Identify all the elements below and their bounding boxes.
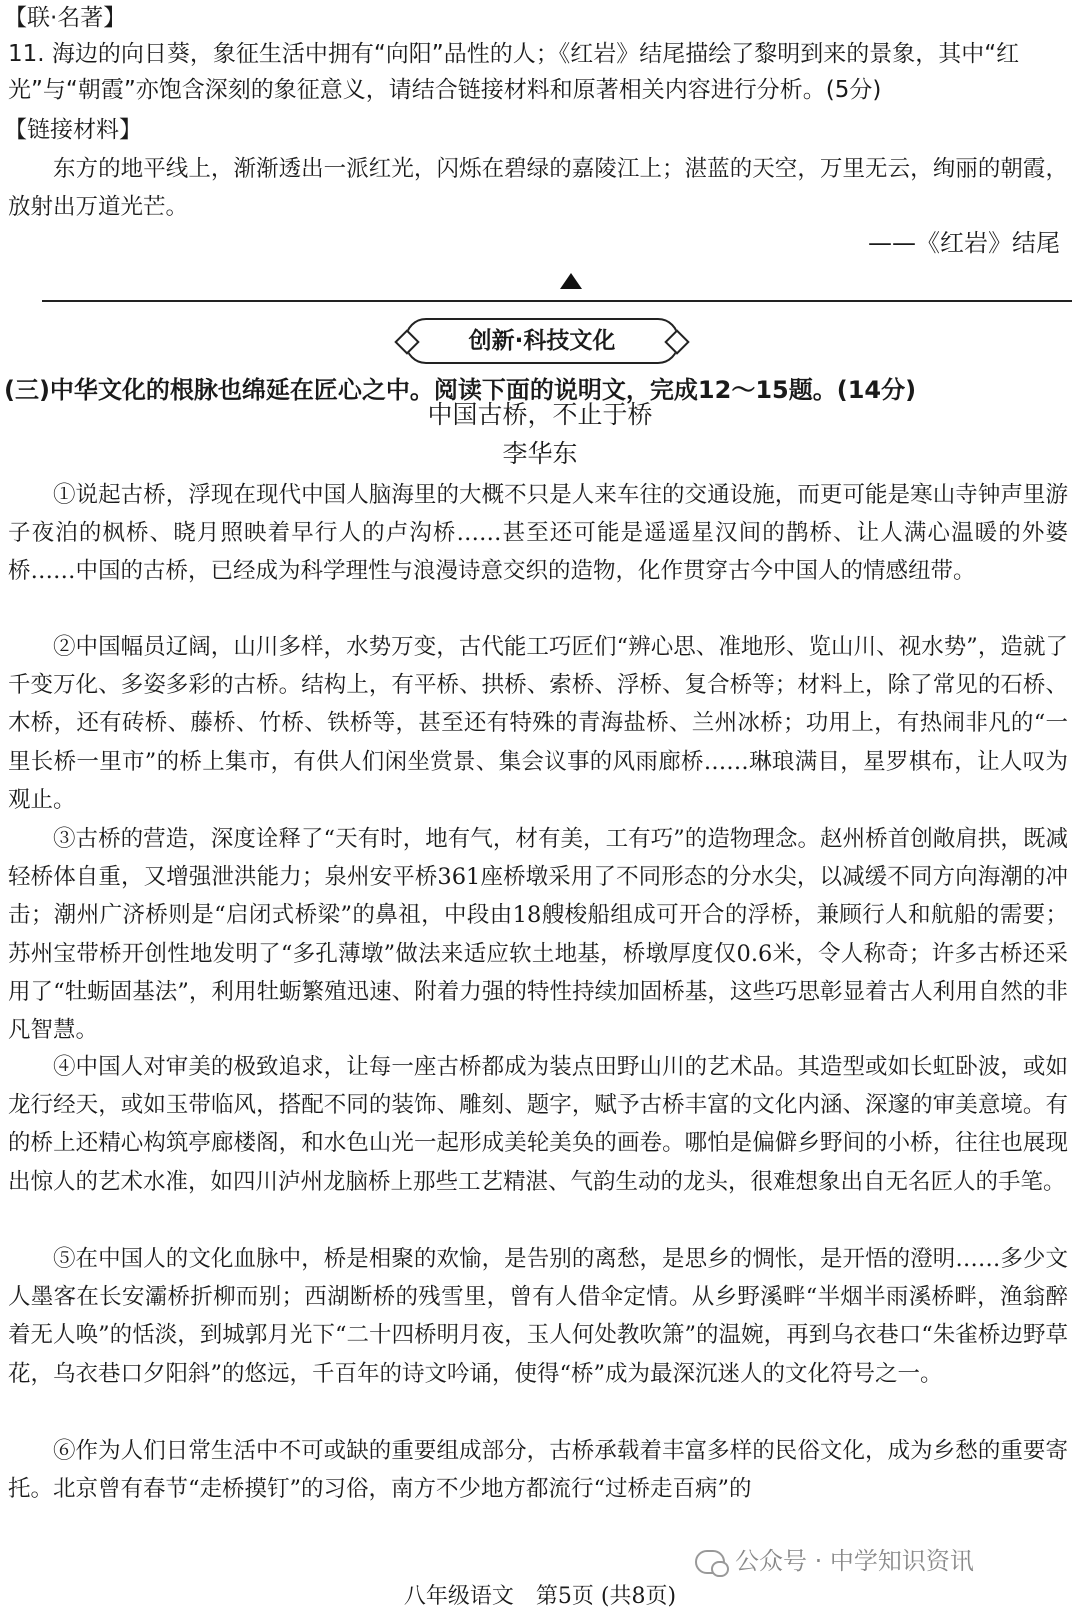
watermark	[695, 1545, 974, 1577]
section-heading: (三)中华文化的根脉也绵延在匠心之中。阅读下面的说明文，完成12～15题。(14分)	[4, 376, 917, 404]
paragraph-1: ①说起古桥，浮现在现代中国人脑海里的大概不只是人来车往的交通设施，而更可能是寒山寺钟声里游子夜泊的枫桥、晓月照映着早行人的卢沟桥……甚至还可能是遥遥星汉间的鹊桥、让人满心温暖的外婆桥……中国的古桥，已经成为科学理性与浪漫诗意交织的造物，化作贯穿古今中国人的情感纽带。	[8, 482, 1068, 585]
link-material-text: 东方的地平线上，渐渐透出一派红光，闪烁在碧绿的嘉陵江上；湛蓝的天空，万里无云，绚丽的朝霞，放射出万道光芒。	[8, 156, 1068, 221]
paragraph-4: ④中国人对审美的极致追求，让每一座古桥都成为装点田野山川的艺术品。其造型或如长虹卧波，或如龙行经天，或如玉带临风，搭配不同的装饰、雕刻、题字，赋予古桥丰富的文化内涵、深邃的审美意境。有的桥上还精心构筑亭廊楼阁，和水色山光一起形成美轮美奂的画卷。哪怕是偏僻乡野间的小桥，往往也展现出惊人的艺术水准，如四川泸州龙脑桥上那些工艺精湛、气韵生动的龙头，很难想象出自无名匠人的手笔。	[8, 1054, 1068, 1195]
paragraph-3: ③古桥的营造，深度诠释了“天有时，地有气，材有美，工有巧”的造物理念。赵州桥首创敞肩拱，既减轻桥体自重，又增强泄洪能力；泉州安平桥361座桥墩采用了不同形态的分水尖，以减缓不同方向海潮的冲击；潮州广济桥则是“启闭式桥梁”的鼻祖，中段由18艘梭船组成可开合的浮桥，兼顾行人和航船的需要；苏州宝带桥开创性地发明了“多孔薄墩”做法来适应软土地基，桥墩厚度仅0.6米，令人称奇；许多古桥还采用了“牡蛎固基法”，利用牡蛎繁殖迅速、附着力强的特性持续加固桥基，这些巧思彰显着古人利用自然的非凡智慧。	[8, 826, 1068, 1044]
tag-link-material: 【链接材料】	[4, 117, 142, 143]
section-divider	[42, 300, 1072, 302]
banner-right-diamond-icon	[664, 329, 689, 354]
page-footer: 八年级语文 第5页 (共8页)	[403, 1584, 677, 1609]
paragraph-6: ⑥作为人们日常生活中不可或缺的重要组成部分，古桥承载着丰富多样的民俗文化，成为乡愁的重要寄托。北京曾有春节“走桥摸钉”的习俗，南方不少地方都流行“过桥走百病”的	[8, 1438, 1068, 1503]
question-11: 11. 海边的向日葵，象征生活中拥有“向阳”品性的人；《红岩》结尾描绘了黎明到来的景象，其中“红光”与“朝霞”亦饱含深刻的象征意义，请结合链接材料和原著相关内容进行分析。(5分)	[8, 41, 1020, 103]
banner-label: 创新·科技文化	[468, 328, 616, 354]
paragraph-5: ⑤在中国人的文化血脉中，桥是相聚的欢愉，是告别的离愁，是思乡的惆怅，是开悟的澄明……多少文人墨客在长安灞桥折柳而别；西湖断桥的残雪里，曾有人借伞定情。从乡野溪畔“半烟半雨溪桥畔，渔翁醉着无人唤”的恬淡，到城郭月光下“二十四桥明月夜，玉人何处教吹箫”的温婉，再到乌衣巷口“朱雀桥边野草花，乌衣巷口夕阳斜”的悠远，千百年的诗文吟诵，使得“桥”成为最深沉迷人的文化符号之一。	[8, 1246, 1068, 1387]
banner-left-diamond-icon	[394, 329, 419, 354]
watermark-text: 公众号 · 中学知识资讯	[735, 1547, 974, 1575]
triangle-marker-icon	[560, 273, 582, 289]
tag-lian-mingzhu: 【联·名著】	[4, 5, 127, 31]
section-banner	[405, 318, 679, 364]
material-source: ——《红岩》结尾	[868, 229, 1060, 257]
wechat-icon	[695, 1550, 725, 1574]
article-author: 李华东	[502, 439, 578, 468]
paragraph-2: ②中国幅员辽阔，山川多样，水势万变，古代能工巧匠们“辨心思、准地形、览山川、视水势”，造就了千变万化、多姿多彩的古桥。结构上，有平桥、拱桥、索桥、浮桥、复合桥等；材料上，除了常见的石桥、木桥，还有砖桥、藤桥、竹桥、铁桥等，甚至还有特殊的青海盐桥、兰州冰桥；功用上，有热闹非凡的“一里长桥一里市”的桥上集市，有供人们闲坐赏景、集会议事的风雨廊桥……琳琅满目，星罗棋布，让人叹为观止。	[8, 634, 1068, 813]
article-title: 中国古桥，不止于桥	[427, 400, 653, 429]
